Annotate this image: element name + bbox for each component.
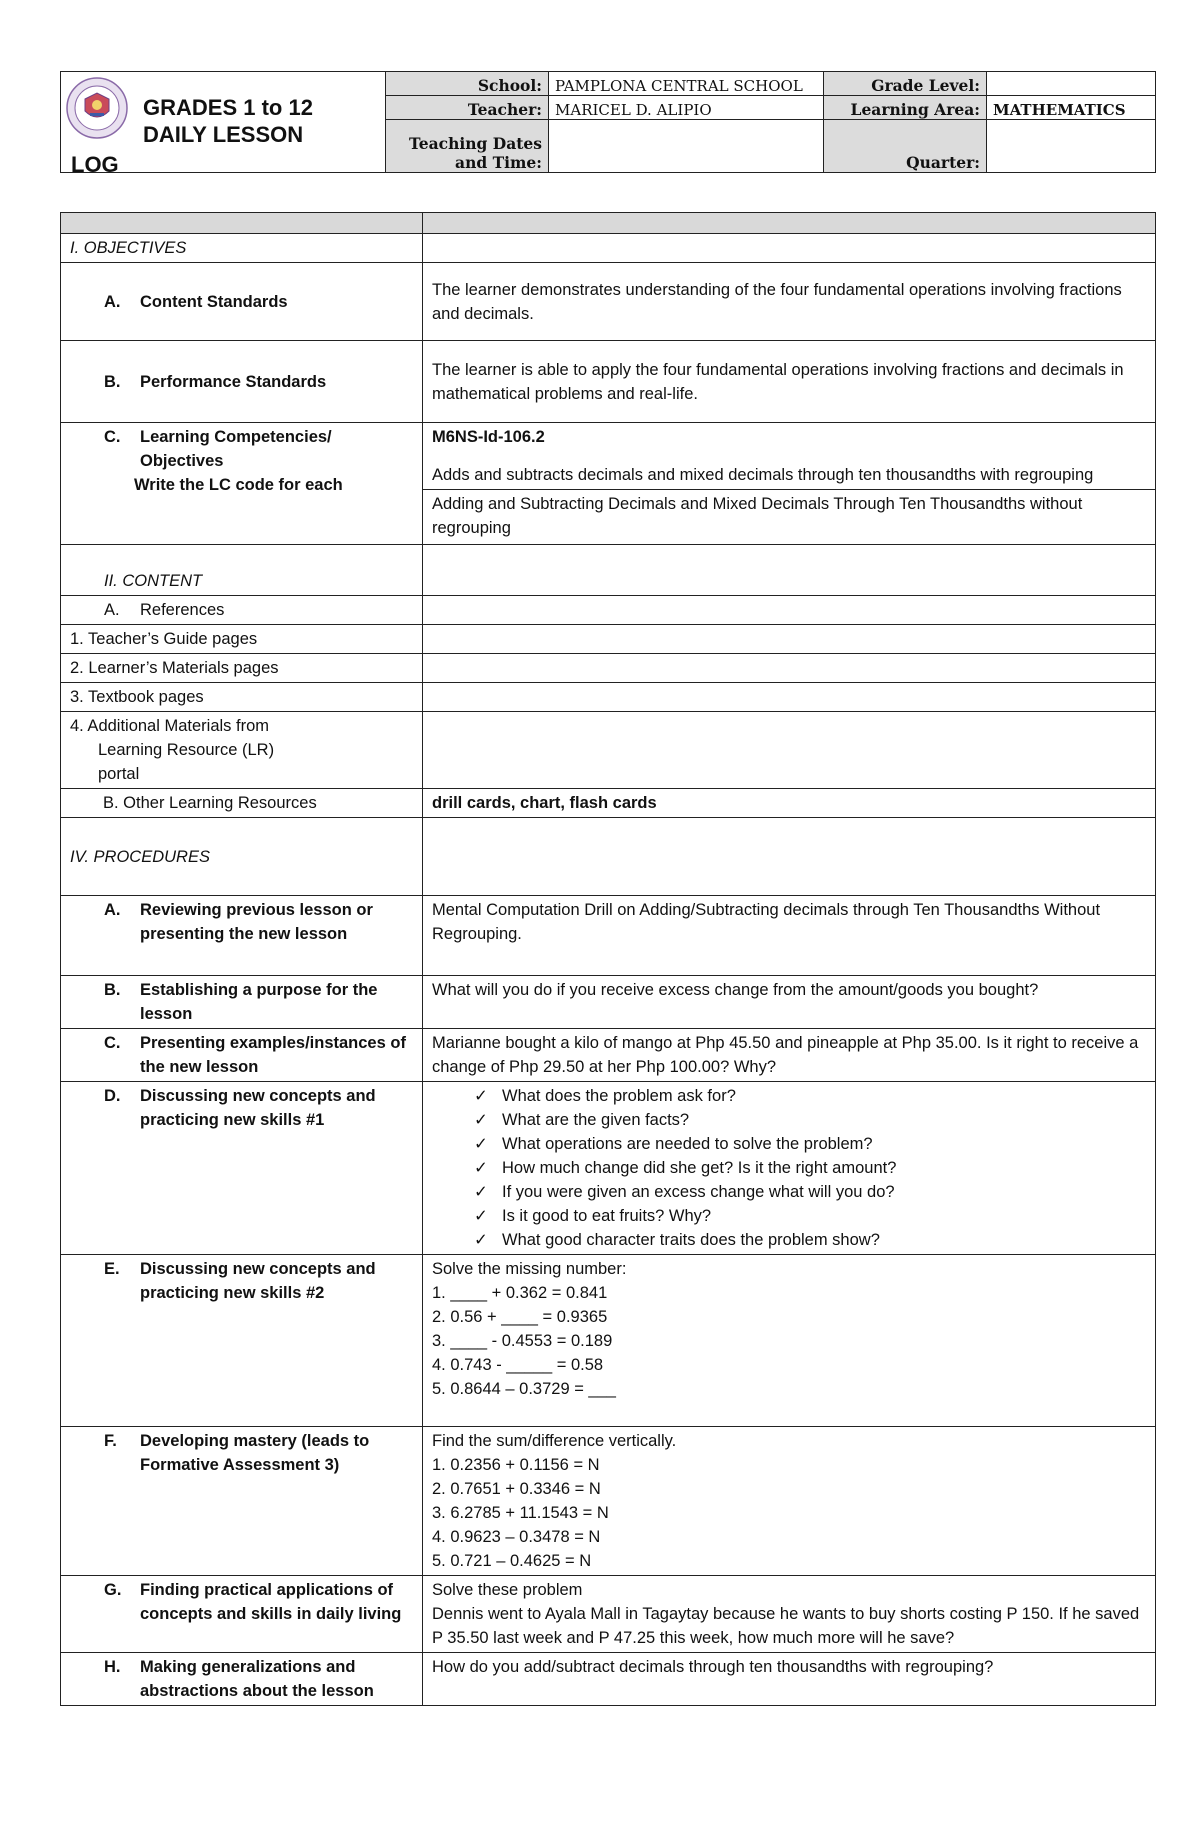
list-item: ✓ What operations are needed to solve the problem? [474, 1132, 1146, 1156]
header-table [60, 71, 1156, 177]
objectives-row [61, 234, 1156, 263]
lm-pages-row [61, 654, 1156, 683]
quarter-value [987, 120, 1156, 173]
references-row: A. References [61, 596, 1156, 625]
content-standards-text: The learner demonstrates understanding of the four fundamental operations involving fractions and decimals. [423, 263, 1156, 341]
learning-area-label: Learning Area: [824, 96, 987, 120]
deped-seal-icon [66, 77, 128, 139]
checkmark-icon: ✓ [474, 1134, 488, 1153]
school-label: School: [386, 72, 549, 96]
checkmark-icon: ✓ [474, 1110, 488, 1129]
content-heading: II. CONTENT [104, 572, 203, 590]
procedure-d-label: Discussing new concepts and practicing new skills #1 [140, 1087, 376, 1129]
procedure-h-row: H. Making generalizations and abstractions about the lesson How do you add/subtract decimals through ten thousandths with regrouping? [61, 1653, 1156, 1706]
logo-title-cell [61, 72, 386, 177]
content-standards-label: Content Standards [140, 292, 288, 311]
procedure-c-label: Presenting examples/instances of the new lesson [140, 1034, 406, 1076]
procedure-b-row: B. Establishing a purpose for the lesson What will you do if you receive excess change from the amount/goods you bought? [61, 976, 1156, 1029]
other-resources-label: B. Other Learning Resources [61, 789, 423, 818]
checkmark-icon: ✓ [474, 1182, 488, 1201]
procedure-b-text: What will you do if you receive excess change from the amount/goods you bought? [423, 976, 1156, 1029]
lesson-table [60, 212, 1156, 1706]
other-resources-value: drill cards, chart, flash cards [423, 789, 1156, 818]
grade-level-label: Grade Level: [824, 72, 987, 96]
lc-code-note: Write the LC code for each [134, 476, 343, 494]
school-value: PAMPLONA CENTRAL SCHOOL [549, 72, 824, 96]
shaded-header-row [61, 213, 1156, 234]
list-item: ✓ Is it good to eat fruits? Why? [474, 1204, 1146, 1228]
lc-text: Adds and subtracts decimals and mixed decimals through ten thousandths with regrouping [432, 466, 1094, 484]
log-title [143, 94, 313, 148]
procedure-e-label: Discussing new concepts and practicing new skills #2 [140, 1260, 376, 1302]
procedure-c-text: Marianne bought a kilo of mango at Php 45.50 and pineapple at Php 35.00. Is it right to receive a change of Php 29.50 at her Php 100.00? Why? [423, 1029, 1156, 1082]
procedure-g-label: Finding practical applications of concepts and skills in daily living [140, 1581, 402, 1623]
teacher-label: Teacher: [386, 96, 549, 120]
procedure-h-label: Making generalizations and abstractions about the lesson [140, 1658, 374, 1700]
title-line-3: LOG [71, 152, 119, 177]
grade-level-value [987, 72, 1156, 96]
tg-pages-row [61, 625, 1156, 654]
procedure-f-label: Developing mastery (leads to Formative Assessment 3) [140, 1432, 370, 1474]
quarter-label: Quarter: [824, 120, 987, 173]
checkmark-icon: ✓ [474, 1086, 488, 1105]
procedure-a-row: A. Reviewing previous lesson or presenting the new lesson Mental Computation Drill on Adding/Subtracting decimals through Ten Thousandths Without Regrouping. [61, 896, 1156, 976]
teaching-dates-value [549, 120, 824, 173]
textbook-pages-row [61, 683, 1156, 712]
procedure-g-text: Solve these problem Dennis went to Ayala Mall in Tagaytay because he wants to buy shorts costing P 150. If he saved P 35.50 last week and P 47.25 this week, how much more will he save? [423, 1576, 1156, 1653]
checkmark-icon: ✓ [474, 1158, 488, 1177]
list-item: ✓ What are the given facts? [474, 1108, 1146, 1132]
list-item: ✓ How much change did she get? Is it the right amount? [474, 1156, 1146, 1180]
references-label: References [140, 601, 225, 619]
content-standards-row: A. Content Standards The learner demonstrates understanding of the four fundamental operations involving fractions and decimals. [61, 263, 1156, 341]
other-resources-row [61, 789, 1156, 818]
lc-topic: Adding and Subtracting Decimals and Mixed Decimals Through Ten Thousandths without regrouping [423, 489, 1155, 542]
procedure-d-row: D. Discussing new concepts and practicing new skills #1 ✓ What does the problem ask for? ✓ What are the given facts? ✓ What operations are needed to solve the problem? ✓ How much change did she get? Is it the right amount? ✓ If you were given an excess change what will you do? ✓ Is it good to eat fruits? Why? ✓ What good character traits does the problem show? [61, 1082, 1156, 1255]
procedures-heading: IV. PROCEDURES [61, 818, 423, 896]
title-line-1: GRADES 1 to 12 [143, 95, 313, 120]
procedure-f-row: F. Developing mastery (leads to Formative Assessment 3) Find the sum/difference vertically. 1. 0.2356 + 0.1156 = N 2. 0.7651 + 0.3346 = N 3. 6.2785 + 11.1543 = N 4. 0.9623 – 0.3478 = N 5. 0.721 – 0.4625 = N [61, 1427, 1156, 1576]
lc-code: M6NS-Id-106.2 [432, 428, 545, 446]
procedure-e-row: E. Discussing new concepts and practicing new skills #2 Solve the missing number: 1. ____ + 0.362 = 0.841 2. 0.56 + ____ = 0.9365 3. ____ - 0.4553 = 0.189 4. 0.743 - _____ = 0.58 5. 0.8644 – 0.3729 = ___ [61, 1255, 1156, 1427]
teacher-value: MARICEL D. ALIPIO [549, 96, 824, 120]
procedure-d-questions [432, 1084, 1146, 1252]
title-line-2: DAILY LESSON [143, 122, 304, 147]
content-row [61, 545, 1156, 596]
procedure-h-text: How do you add/subtract decimals through ten thousandths with regrouping? [423, 1653, 1156, 1706]
objectives-heading: I. OBJECTIVES [61, 234, 423, 263]
additional-materials-label: 4. Additional Materials from Learning Resource (LR) portal [61, 712, 423, 789]
list-item: ✓ What good character traits does the problem show? [474, 1228, 1146, 1252]
textbook-pages-label: 3. Textbook pages [61, 683, 423, 712]
lm-pages-label: 2. Learner’s Materials pages [61, 654, 423, 683]
list-item: ✓ What does the problem ask for? [474, 1084, 1146, 1108]
performance-standards-text: The learner is able to apply the four fundamental operations involving fractions and decimals in mathematical problems and real-life. [423, 341, 1156, 423]
procedure-a-label: Reviewing previous lesson or presenting the new lesson [140, 901, 373, 943]
procedure-a-text: Mental Computation Drill on Adding/Subtracting decimals through Ten Thousandths Without Regrouping. [423, 896, 1156, 976]
procedure-f-exercises: Find the sum/difference vertically. 1. 0.2356 + 0.1156 = N 2. 0.7651 + 0.3346 = N 3. 6.2785 + 11.1543 = N 4. 0.9623 – 0.3478 = N 5. 0.721 – 0.4625 = N [423, 1427, 1156, 1576]
procedure-b-label: Establishing a purpose for the lesson [140, 981, 378, 1023]
procedures-row [61, 818, 1156, 896]
procedure-e-exercises: Solve the missing number: 1. ____ + 0.362 = 0.841 2. 0.56 + ____ = 0.9365 3. ____ - 0.4553 = 0.189 4. 0.743 - _____ = 0.58 5. 0.8644 – 0.3729 = ___ [423, 1255, 1156, 1427]
performance-standards-row: B. Performance Standards The learner is able to apply the four fundamental operations involving fractions and decimals in mathematical problems and real-life. [61, 341, 1156, 423]
teaching-dates-label: Teaching Dates and Time: [386, 120, 549, 173]
checkmark-icon: ✓ [474, 1206, 488, 1225]
competencies-label: Learning Competencies/ Objectives [140, 428, 332, 470]
tg-pages-label: 1. Teacher’s Guide pages [61, 625, 423, 654]
list-item: ✓ If you were given an excess change what will you do? [474, 1180, 1146, 1204]
checkmark-icon: ✓ [474, 1230, 488, 1249]
learning-area-value: MATHEMATICS [987, 96, 1156, 120]
performance-standards-label: Performance Standards [140, 372, 327, 391]
procedure-c-row: C. Presenting examples/instances of the new lesson Marianne bought a kilo of mango at Php 45.50 and pineapple at Php 35.00. Is it right to receive a change of Php 29.50 at her Php 100.00? Why? [61, 1029, 1156, 1082]
procedure-g-row: G. Finding practical applications of concepts and skills in daily living Solve these problem Dennis went to Ayala Mall in Tagaytay because he wants to buy shorts costing P 150. If he saved P 35.50 last week and P 47.25 this week, how much more will he save? [61, 1576, 1156, 1653]
additional-materials-row [61, 712, 1156, 789]
learning-competencies-row: C. Learning Competencies/ Objectives Write the LC code for each M6NS-Id-106.2 Adds and subtracts decimals and mixed decimals through ten thousandths with regrouping Adding and Subtracting Decimals and Mixed Decimals Through Ten Thousandths without regrouping [61, 423, 1156, 545]
